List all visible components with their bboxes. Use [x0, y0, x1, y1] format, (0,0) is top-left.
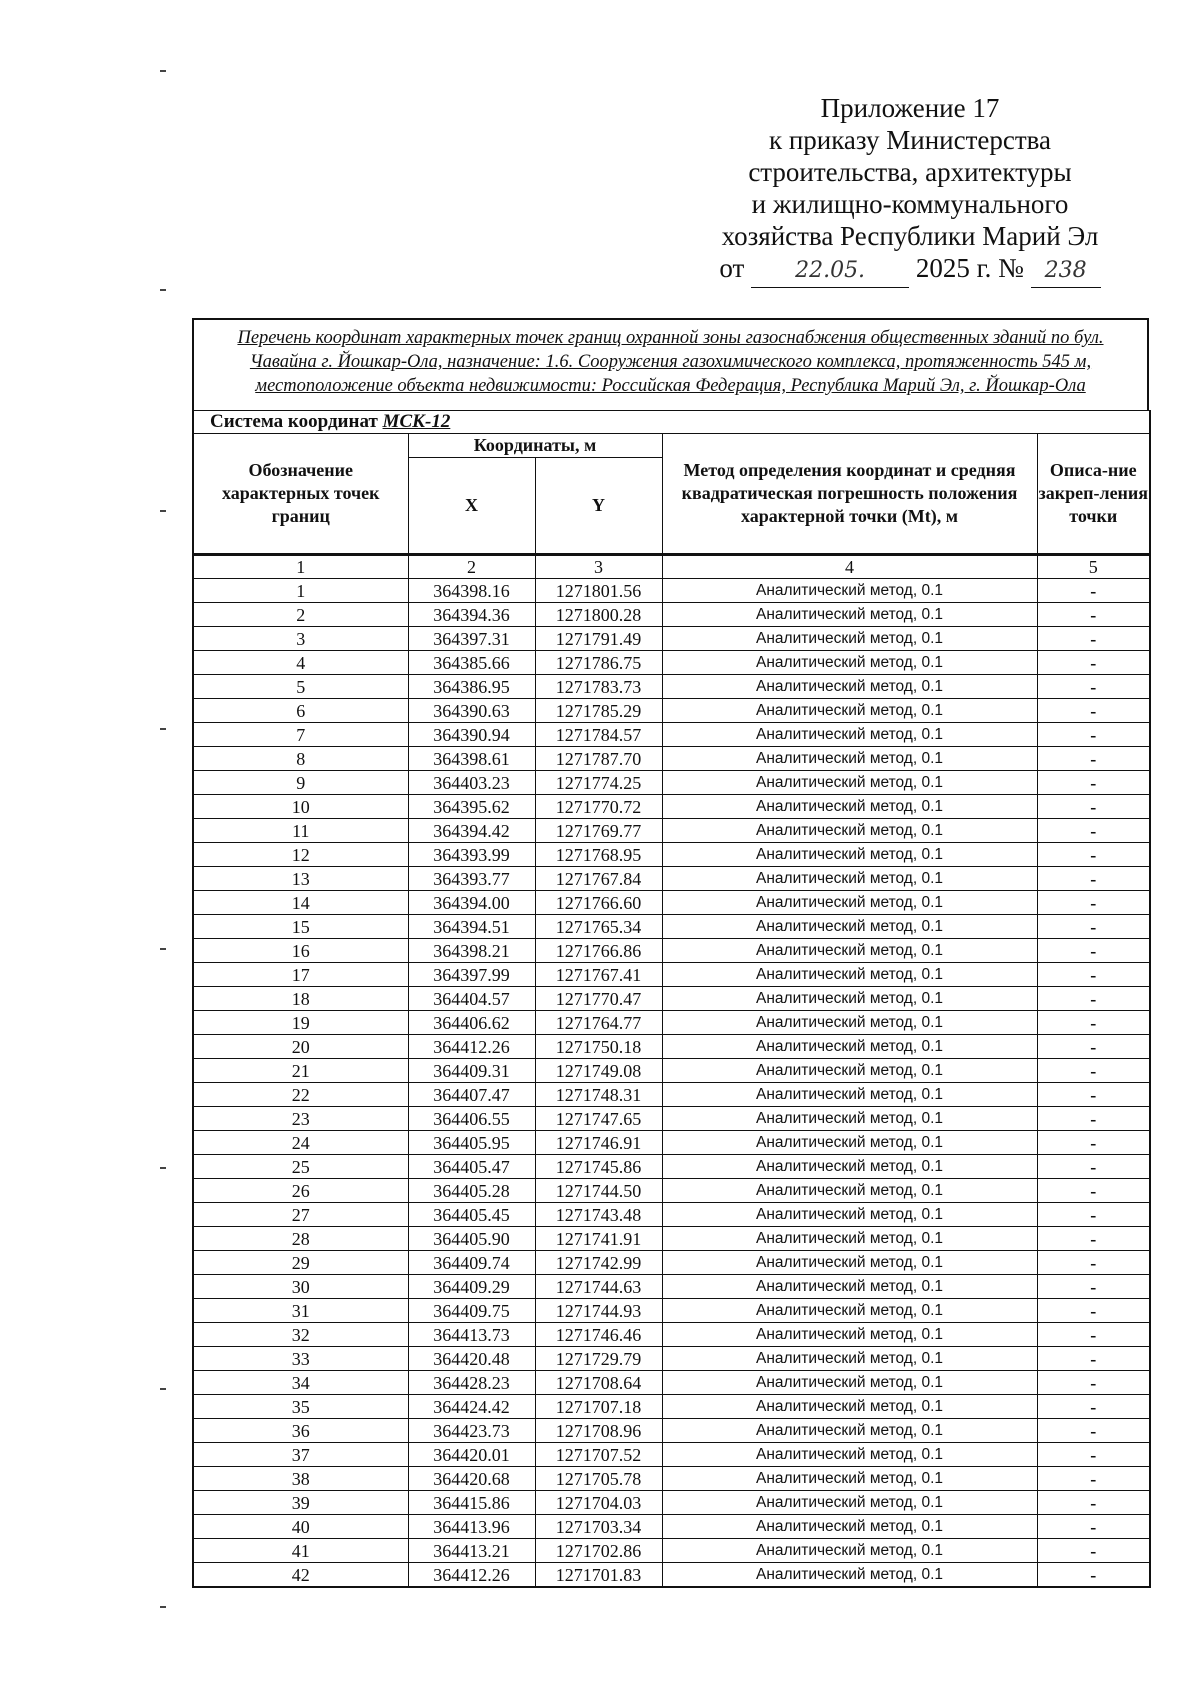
coord-x: 364385.66 [408, 651, 535, 675]
method-cell: Аналитический метод, 0.1 [662, 1251, 1037, 1275]
coord-x: 364420.48 [408, 1347, 535, 1371]
desc-cell: - [1037, 1467, 1150, 1491]
table-row [193, 1083, 1150, 1107]
coord-y: 1271786.75 [535, 651, 662, 675]
coord-y: 1271765.34 [535, 915, 662, 939]
desc-cell: - [1037, 1323, 1150, 1347]
method-cell: Аналитический метод, 0.1 [662, 867, 1037, 891]
method-cell: Аналитический метод, 0.1 [662, 1299, 1037, 1323]
coord-y: 1271748.31 [535, 1083, 662, 1107]
coord-x: 364405.95 [408, 1131, 535, 1155]
coord-y: 1271800.28 [535, 603, 662, 627]
column-number: 4 [662, 555, 1037, 579]
table-row [193, 819, 1150, 843]
coord-y: 1271741.91 [535, 1227, 662, 1251]
coord-x: 364403.23 [408, 771, 535, 795]
table-row [193, 1299, 1150, 1323]
point-number: 2 [193, 603, 408, 627]
col-header-desc: Описа-ние закреп-ления точки [1037, 434, 1150, 555]
table-row [193, 1443, 1150, 1467]
coord-y: 1271747.65 [535, 1107, 662, 1131]
table-row [193, 1179, 1150, 1203]
point-number: 17 [193, 963, 408, 987]
point-number: 38 [193, 1467, 408, 1491]
col-header-y: Y [535, 458, 662, 555]
table-row [193, 1563, 1150, 1588]
coord-x: 364390.94 [408, 723, 535, 747]
method-cell: Аналитический метод, 0.1 [662, 1395, 1037, 1419]
table-row [193, 603, 1150, 627]
coord-x: 364405.90 [408, 1227, 535, 1251]
table-row [193, 963, 1150, 987]
table-row [193, 675, 1150, 699]
margin-mark [160, 1606, 166, 1608]
table-row [193, 1251, 1150, 1275]
coord-x: 364420.68 [408, 1467, 535, 1491]
coordinates-table-block [192, 318, 1149, 1588]
coord-y: 1271764.77 [535, 1011, 662, 1035]
point-number: 8 [193, 747, 408, 771]
method-cell: Аналитический метод, 0.1 [662, 675, 1037, 699]
desc-cell: - [1037, 1491, 1150, 1515]
point-number: 33 [193, 1347, 408, 1371]
margin-mark [160, 1388, 166, 1390]
point-number: 35 [193, 1395, 408, 1419]
method-cell: Аналитический метод, 0.1 [662, 651, 1037, 675]
handwritten-date: 22.05. [751, 255, 909, 288]
method-cell: Аналитический метод, 0.1 [662, 939, 1037, 963]
margin-mark [160, 510, 166, 512]
coord-x: 364394.00 [408, 891, 535, 915]
coord-y: 1271744.93 [535, 1299, 662, 1323]
appendix-header [690, 92, 1130, 288]
method-cell: Аналитический метод, 0.1 [662, 1011, 1037, 1035]
column-number: 5 [1037, 555, 1150, 579]
method-cell: Аналитический метод, 0.1 [662, 963, 1037, 987]
point-number: 10 [193, 795, 408, 819]
point-number: 28 [193, 1227, 408, 1251]
coord-y: 1271707.52 [535, 1443, 662, 1467]
header-line: строительства, архитектуры [748, 157, 1072, 187]
method-cell: Аналитический метод, 0.1 [662, 747, 1037, 771]
coord-x: 364409.29 [408, 1275, 535, 1299]
method-cell: Аналитический метод, 0.1 [662, 1443, 1037, 1467]
coord-x: 364386.95 [408, 675, 535, 699]
point-number: 19 [193, 1011, 408, 1035]
point-number: 13 [193, 867, 408, 891]
point-number: 16 [193, 939, 408, 963]
point-number: 30 [193, 1275, 408, 1299]
table-row [193, 579, 1150, 603]
table-row [193, 1347, 1150, 1371]
coord-y: 1271702.86 [535, 1539, 662, 1563]
coord-x: 364398.21 [408, 939, 535, 963]
point-number: 40 [193, 1515, 408, 1539]
coord-y: 1271704.03 [535, 1491, 662, 1515]
coord-y: 1271749.08 [535, 1059, 662, 1083]
method-cell: Аналитический метод, 0.1 [662, 1419, 1037, 1443]
point-number: 39 [193, 1491, 408, 1515]
method-cell: Аналитический метод, 0.1 [662, 1347, 1037, 1371]
desc-cell: - [1037, 1059, 1150, 1083]
coord-y: 1271703.34 [535, 1515, 662, 1539]
desc-cell: - [1037, 1539, 1150, 1563]
coord-x: 364413.73 [408, 1323, 535, 1347]
column-number: 2 [408, 555, 535, 579]
coord-y: 1271745.86 [535, 1155, 662, 1179]
coord-y: 1271767.84 [535, 867, 662, 891]
method-cell: Аналитический метод, 0.1 [662, 891, 1037, 915]
coord-y: 1271743.48 [535, 1203, 662, 1227]
handwritten-number: 238 [1031, 255, 1101, 288]
coord-x: 364394.42 [408, 819, 535, 843]
method-cell: Аналитический метод, 0.1 [662, 1083, 1037, 1107]
desc-cell: - [1037, 939, 1150, 963]
method-cell: Аналитический метод, 0.1 [662, 1203, 1037, 1227]
coord-x: 364404.57 [408, 987, 535, 1011]
coord-y: 1271768.95 [535, 843, 662, 867]
desc-cell: - [1037, 699, 1150, 723]
coord-x: 364409.31 [408, 1059, 535, 1083]
point-number: 18 [193, 987, 408, 1011]
table-row [193, 747, 1150, 771]
point-number: 20 [193, 1035, 408, 1059]
desc-cell: - [1037, 915, 1150, 939]
desc-cell: - [1037, 891, 1150, 915]
desc-cell: - [1037, 867, 1150, 891]
coord-x: 364393.99 [408, 843, 535, 867]
coord-x: 364405.47 [408, 1155, 535, 1179]
coord-y: 1271770.72 [535, 795, 662, 819]
point-number: 3 [193, 627, 408, 651]
coord-y: 1271746.91 [535, 1131, 662, 1155]
table-row [193, 1539, 1150, 1563]
point-number: 34 [193, 1371, 408, 1395]
column-number: 3 [535, 555, 662, 579]
method-cell: Аналитический метод, 0.1 [662, 1131, 1037, 1155]
col-header-point: Обозначение характерных точек границ [193, 434, 408, 555]
coord-x: 364406.55 [408, 1107, 535, 1131]
method-cell: Аналитический метод, 0.1 [662, 987, 1037, 1011]
method-cell: Аналитический метод, 0.1 [662, 579, 1037, 603]
table-row [193, 771, 1150, 795]
table-row [193, 843, 1150, 867]
table-row [193, 939, 1150, 963]
table-row [193, 1011, 1150, 1035]
coord-y: 1271744.63 [535, 1275, 662, 1299]
desc-cell: - [1037, 1347, 1150, 1371]
desc-cell: - [1037, 723, 1150, 747]
coord-x: 364409.75 [408, 1299, 535, 1323]
point-number: 1 [193, 579, 408, 603]
desc-cell: - [1037, 1275, 1150, 1299]
coord-y: 1271729.79 [535, 1347, 662, 1371]
coord-x: 364413.96 [408, 1515, 535, 1539]
method-cell: Аналитический метод, 0.1 [662, 1491, 1037, 1515]
desc-cell: - [1037, 1515, 1150, 1539]
table-row [193, 891, 1150, 915]
method-cell: Аналитический метод, 0.1 [662, 1515, 1037, 1539]
header-line: к приказу Министерства [768, 125, 1052, 155]
method-cell: Аналитический метод, 0.1 [662, 1539, 1037, 1563]
method-cell: Аналитический метод, 0.1 [662, 771, 1037, 795]
coord-y: 1271742.99 [535, 1251, 662, 1275]
point-number: 11 [193, 819, 408, 843]
coord-x: 364390.63 [408, 699, 535, 723]
coord-x: 364405.45 [408, 1203, 535, 1227]
desc-cell: - [1037, 1395, 1150, 1419]
coord-x: 364428.23 [408, 1371, 535, 1395]
method-cell: Аналитический метод, 0.1 [662, 1059, 1037, 1083]
coordinates-rows [193, 579, 1150, 1588]
method-cell: Аналитический метод, 0.1 [662, 1275, 1037, 1299]
desc-cell: - [1037, 963, 1150, 987]
coord-y: 1271774.25 [535, 771, 662, 795]
coord-x: 364412.26 [408, 1035, 535, 1059]
coord-y: 1271785.29 [535, 699, 662, 723]
header-line: и жилищно-коммунального [751, 189, 1069, 219]
table-row [193, 1203, 1150, 1227]
desc-cell: - [1037, 795, 1150, 819]
table-row [193, 1419, 1150, 1443]
point-number: 24 [193, 1131, 408, 1155]
margin-mark [160, 948, 166, 950]
method-cell: Аналитический метод, 0.1 [662, 1371, 1037, 1395]
point-number: 14 [193, 891, 408, 915]
coord-x: 364406.62 [408, 1011, 535, 1035]
col-header-x: X [408, 458, 535, 555]
coord-x: 364420.01 [408, 1443, 535, 1467]
coord-x: 364394.51 [408, 915, 535, 939]
point-number: 31 [193, 1299, 408, 1323]
table-row [193, 651, 1150, 675]
desc-cell: - [1037, 819, 1150, 843]
coord-y: 1271766.86 [535, 939, 662, 963]
coordinate-system-row [193, 411, 1150, 434]
desc-cell: - [1037, 1419, 1150, 1443]
method-cell: Аналитический метод, 0.1 [662, 1323, 1037, 1347]
coord-y: 1271744.50 [535, 1179, 662, 1203]
desc-cell: - [1037, 1083, 1150, 1107]
coord-y: 1271769.77 [535, 819, 662, 843]
coord-x: 364394.36 [408, 603, 535, 627]
coord-x: 364397.99 [408, 963, 535, 987]
method-cell: Аналитический метод, 0.1 [662, 795, 1037, 819]
year-label: 2025 г. № [915, 253, 1024, 283]
coord-x: 364397.31 [408, 627, 535, 651]
coord-x: 364398.16 [408, 579, 535, 603]
col-header-method: Метод определения координат и средняя квадратическая погрешность положения характерной точки (Mt), м [662, 434, 1037, 555]
point-number: 27 [193, 1203, 408, 1227]
desc-cell: - [1037, 603, 1150, 627]
point-number: 42 [193, 1563, 408, 1588]
coord-y: 1271791.49 [535, 627, 662, 651]
method-cell: Аналитический метод, 0.1 [662, 699, 1037, 723]
table-row [193, 795, 1150, 819]
coord-x: 364409.74 [408, 1251, 535, 1275]
method-cell: Аналитический метод, 0.1 [662, 915, 1037, 939]
table-row [193, 1155, 1150, 1179]
desc-cell: - [1037, 1563, 1150, 1588]
method-cell: Аналитический метод, 0.1 [662, 627, 1037, 651]
table-row [193, 1131, 1150, 1155]
table-row [193, 1515, 1150, 1539]
method-cell: Аналитический метод, 0.1 [662, 723, 1037, 747]
table-row [193, 1059, 1150, 1083]
table-row [193, 1275, 1150, 1299]
method-cell: Аналитический метод, 0.1 [662, 603, 1037, 627]
desc-cell: - [1037, 1155, 1150, 1179]
point-number: 32 [193, 1323, 408, 1347]
coord-x: 364424.42 [408, 1395, 535, 1419]
coord-x: 364393.77 [408, 867, 535, 891]
table-row [193, 1371, 1150, 1395]
coord-x: 364407.47 [408, 1083, 535, 1107]
desc-cell: - [1037, 1203, 1150, 1227]
table-row [193, 1035, 1150, 1059]
method-cell: Аналитический метод, 0.1 [662, 1107, 1037, 1131]
table-row [193, 867, 1150, 891]
coord-x: 364423.73 [408, 1419, 535, 1443]
point-number: 37 [193, 1443, 408, 1467]
coord-y: 1271784.57 [535, 723, 662, 747]
desc-cell: - [1037, 1371, 1150, 1395]
point-number: 21 [193, 1059, 408, 1083]
desc-cell: - [1037, 747, 1150, 771]
point-number: 7 [193, 723, 408, 747]
point-number: 15 [193, 915, 408, 939]
coord-x: 364413.21 [408, 1539, 535, 1563]
desc-cell: - [1037, 1131, 1150, 1155]
column-number: 1 [193, 555, 408, 579]
method-cell: Аналитический метод, 0.1 [662, 1035, 1037, 1059]
table-row [193, 987, 1150, 1011]
coord-y: 1271746.46 [535, 1323, 662, 1347]
table-row [193, 915, 1150, 939]
table-row [193, 699, 1150, 723]
margin-mark [160, 1167, 166, 1169]
coord-y: 1271770.47 [535, 987, 662, 1011]
desc-cell: - [1037, 1107, 1150, 1131]
desc-cell: - [1037, 651, 1150, 675]
coord-y: 1271705.78 [535, 1467, 662, 1491]
desc-cell: - [1037, 675, 1150, 699]
coord-x: 364412.26 [408, 1563, 535, 1588]
desc-cell: - [1037, 627, 1150, 651]
margin-mark [160, 289, 166, 291]
coordinate-system-label: Система координат [210, 411, 378, 432]
table-row [193, 1107, 1150, 1131]
date-prefix: от [719, 253, 745, 283]
coordinate-system-value: МСК-12 [382, 411, 451, 432]
method-cell: Аналитический метод, 0.1 [662, 1467, 1037, 1491]
method-cell: Аналитический метод, 0.1 [662, 1227, 1037, 1251]
table-row [193, 1323, 1150, 1347]
table-row [193, 627, 1150, 651]
desc-cell: - [1037, 1179, 1150, 1203]
coord-x: 364415.86 [408, 1491, 535, 1515]
coord-x: 364395.62 [408, 795, 535, 819]
point-number: 5 [193, 675, 408, 699]
margin-mark [160, 70, 166, 72]
coord-y: 1271801.56 [535, 579, 662, 603]
point-number: 9 [193, 771, 408, 795]
point-number: 29 [193, 1251, 408, 1275]
point-number: 26 [193, 1179, 408, 1203]
desc-cell: - [1037, 1251, 1150, 1275]
point-number: 36 [193, 1419, 408, 1443]
header-line: Приложение 17 [820, 93, 1000, 123]
desc-cell: - [1037, 1011, 1150, 1035]
point-number: 12 [193, 843, 408, 867]
coordinates-table [192, 410, 1151, 1588]
col-header-coords: Координаты, м [408, 434, 662, 458]
method-cell: Аналитический метод, 0.1 [662, 843, 1037, 867]
method-cell: Аналитический метод, 0.1 [662, 1563, 1037, 1588]
desc-cell: - [1037, 987, 1150, 1011]
table-row [193, 1227, 1150, 1251]
coord-y: 1271767.41 [535, 963, 662, 987]
point-number: 4 [193, 651, 408, 675]
table-row [193, 723, 1150, 747]
table-row [193, 1491, 1150, 1515]
table-row [193, 1467, 1150, 1491]
table-row [193, 1395, 1150, 1419]
method-cell: Аналитический метод, 0.1 [662, 1155, 1037, 1179]
point-number: 6 [193, 699, 408, 723]
method-cell: Аналитический метод, 0.1 [662, 819, 1037, 843]
point-number: 23 [193, 1107, 408, 1131]
desc-cell: - [1037, 1299, 1150, 1323]
table-caption: Перечень координат характерных точек границ охранной зоны газоснабжения общественных зданий по бул. Чавайна г. Йошкар-Ола, назначение: 1.6. Сооружения газохимического комплекса, протяженность 545 м, местоположение объекта недвижимости: Российская Федерация, Республика Марий Эл, г. Йошкар-Ола [192, 318, 1149, 410]
coord-y: 1271708.64 [535, 1371, 662, 1395]
coord-y: 1271766.60 [535, 891, 662, 915]
coord-y: 1271783.73 [535, 675, 662, 699]
header-line: хозяйства Республики Марий Эл [721, 221, 1099, 251]
coord-x: 364398.61 [408, 747, 535, 771]
coord-y: 1271701.83 [535, 1563, 662, 1588]
order-date-line [690, 252, 1130, 288]
coord-y: 1271750.18 [535, 1035, 662, 1059]
column-number-row [193, 555, 1150, 579]
desc-cell: - [1037, 771, 1150, 795]
point-number: 41 [193, 1539, 408, 1563]
coord-y: 1271787.70 [535, 747, 662, 771]
desc-cell: - [1037, 1443, 1150, 1467]
desc-cell: - [1037, 579, 1150, 603]
margin-mark [160, 728, 166, 730]
coord-y: 1271708.96 [535, 1419, 662, 1443]
coord-x: 364405.28 [408, 1179, 535, 1203]
desc-cell: - [1037, 1227, 1150, 1251]
point-number: 25 [193, 1155, 408, 1179]
point-number: 22 [193, 1083, 408, 1107]
coord-y: 1271707.18 [535, 1395, 662, 1419]
desc-cell: - [1037, 1035, 1150, 1059]
desc-cell: - [1037, 843, 1150, 867]
method-cell: Аналитический метод, 0.1 [662, 1179, 1037, 1203]
